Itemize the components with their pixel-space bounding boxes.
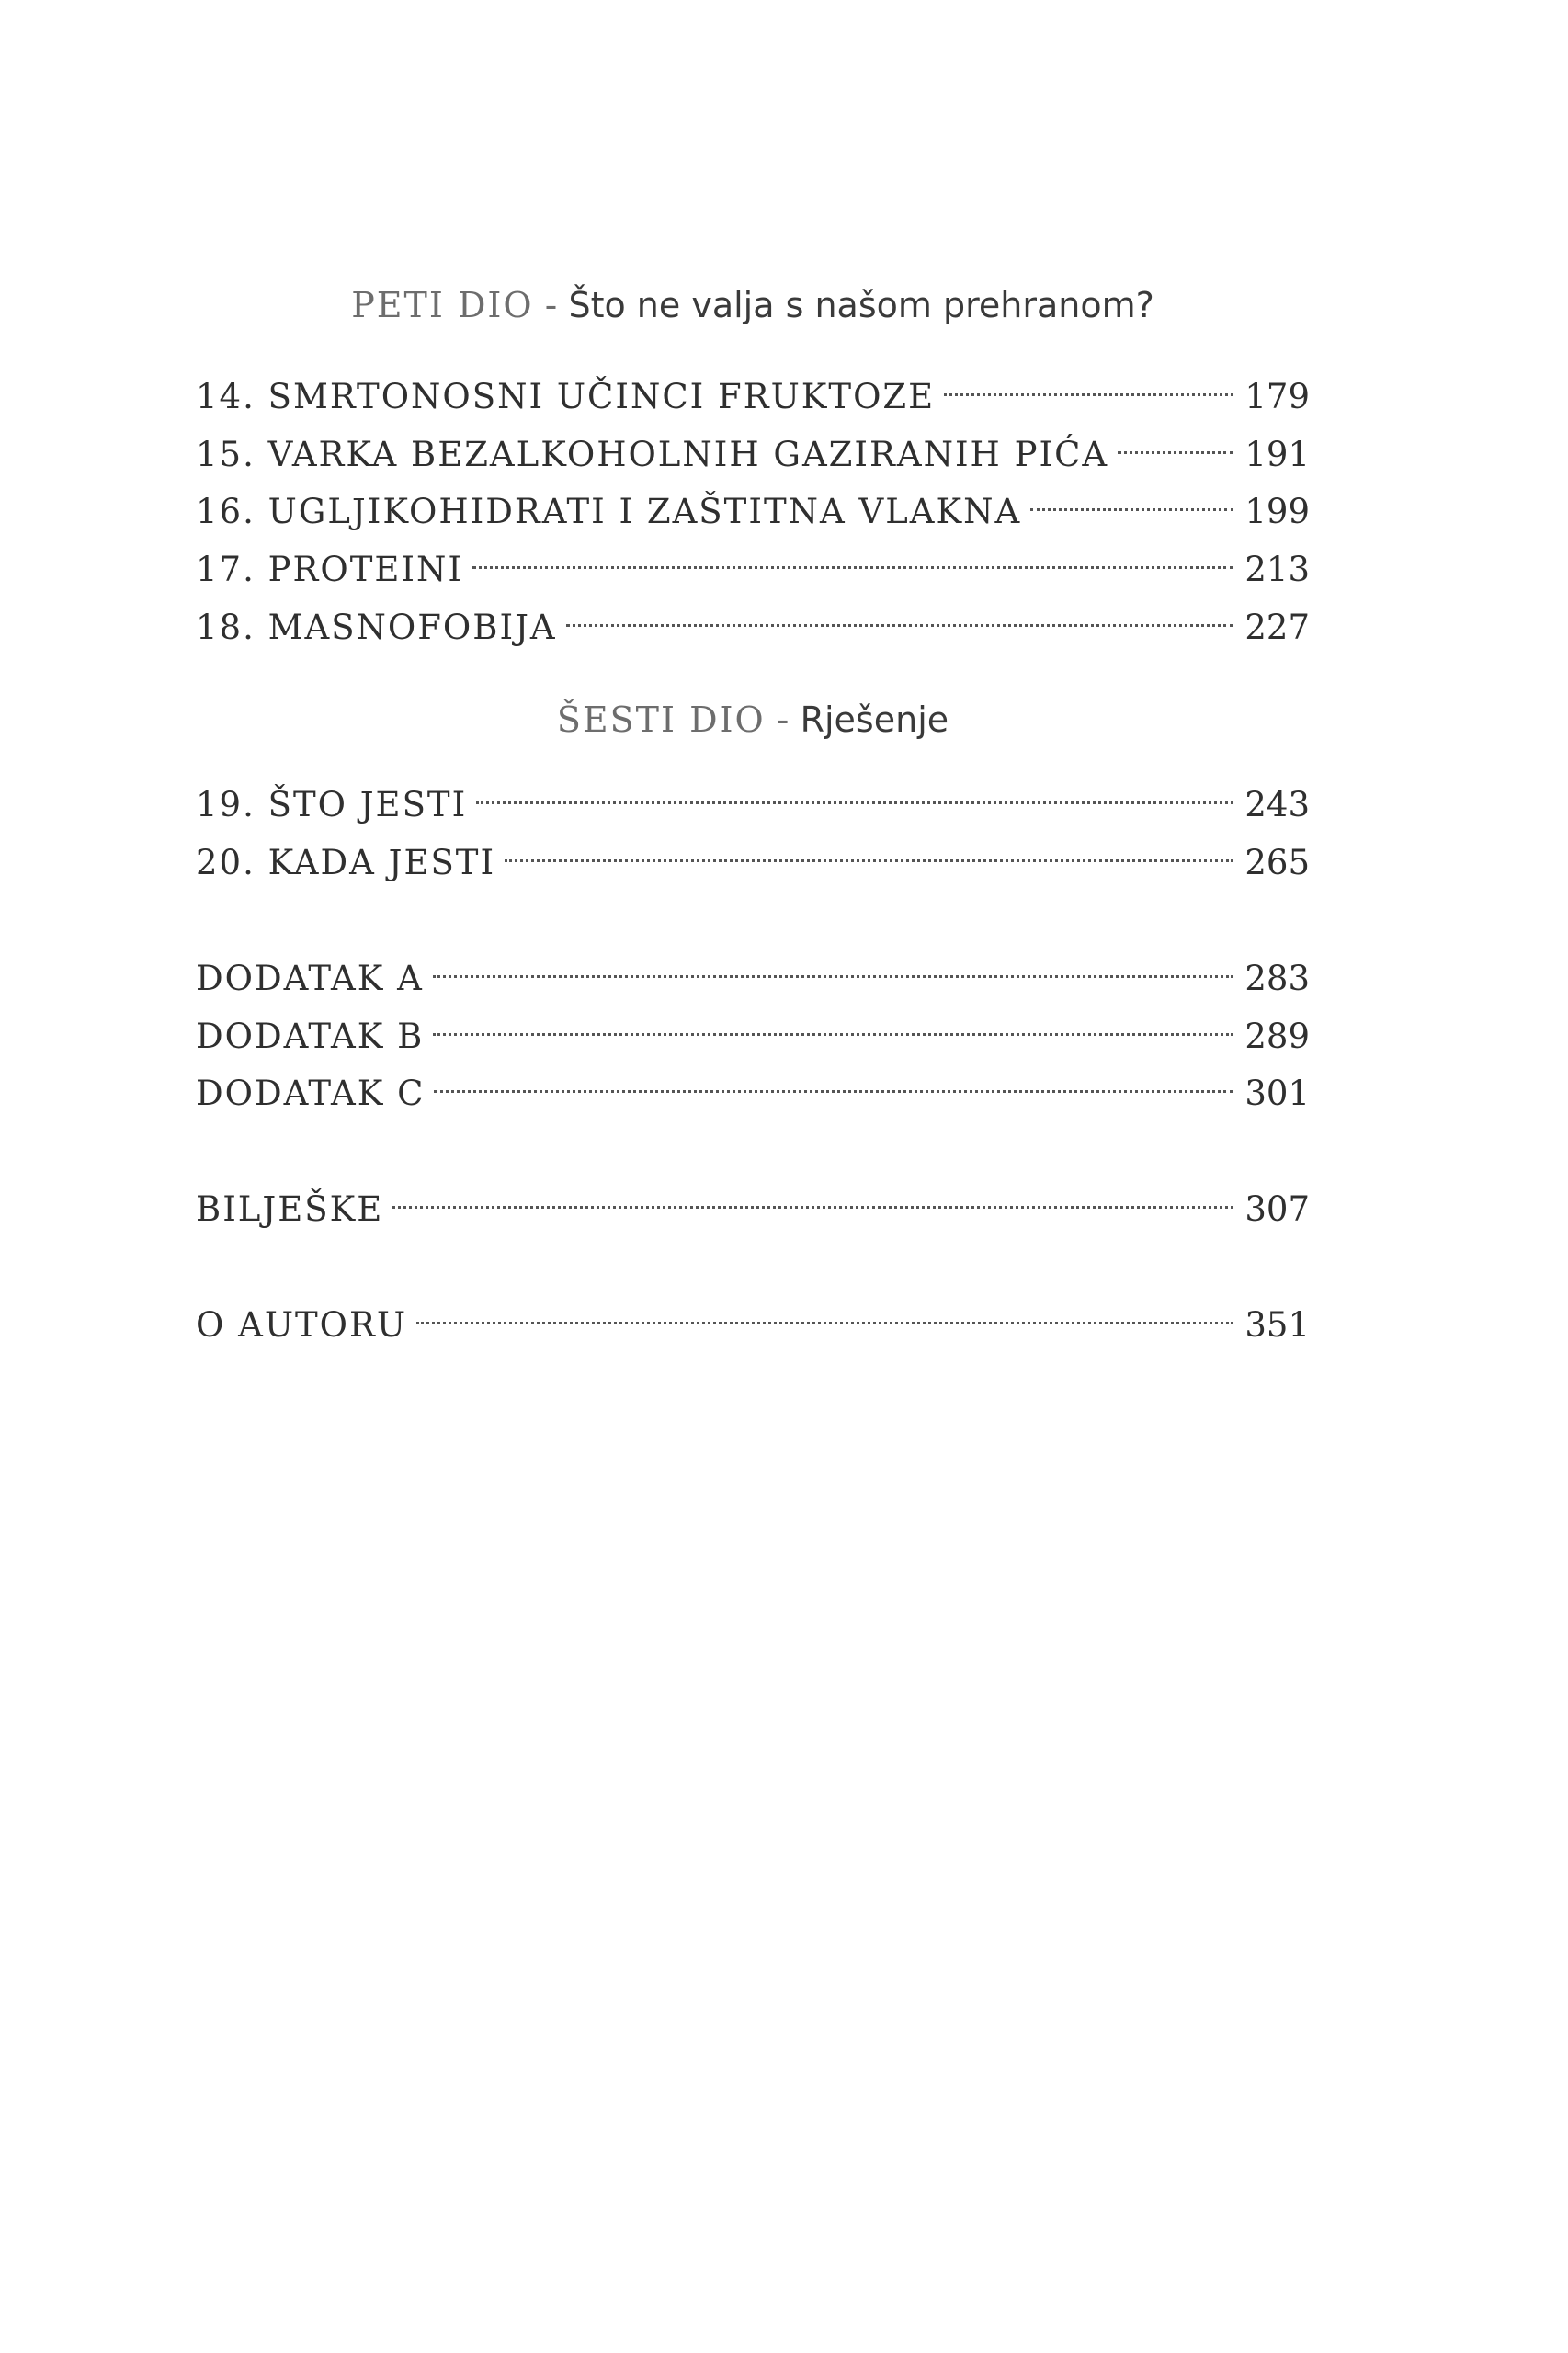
toc-entry-page-number: 301 (1244, 1074, 1310, 1113)
part-label: ŠESTI DIO (556, 699, 766, 740)
dot-leader (433, 1002, 1233, 1048)
part-heading-sesti-dio (196, 697, 1310, 743)
toc-entry-chapter-16[interactable] (196, 477, 1310, 531)
toc-entry-page-number: 213 (1244, 550, 1310, 589)
toc-entry-page-number: 227 (1244, 608, 1310, 647)
toc-entry-chapter-18[interactable] (196, 593, 1310, 647)
toc-entry-title: 18. MASNOFOBIJA (196, 608, 557, 647)
toc-entry-page-number: 351 (1244, 1305, 1310, 1345)
toc-entry-title: DODATAK C (196, 1074, 426, 1113)
dot-leader (1118, 420, 1233, 466)
toc-entry-title: 17. PROTEINI (196, 550, 463, 589)
toc-entry-dodatak-b[interactable] (196, 1002, 1310, 1056)
toc-entry-chapter-17[interactable] (196, 535, 1310, 589)
toc-entry-biljeske[interactable] (196, 1175, 1310, 1229)
part-separator: - (533, 285, 569, 325)
part-label: PETI DIO (351, 285, 534, 325)
toc-entry-page-number: 243 (1244, 785, 1310, 824)
dot-leader (434, 1059, 1233, 1105)
dot-leader (1030, 477, 1233, 523)
toc-entry-title: 16. UGLJIKOHIDRATI I ZAŠTITNA VLAKNA (196, 492, 1022, 531)
part-subtitle: Rješenje (800, 699, 949, 740)
toc-entry-o-autoru[interactable] (196, 1290, 1310, 1345)
toc-entry-page-number: 289 (1244, 1017, 1310, 1056)
dot-leader (472, 535, 1233, 581)
toc-entry-dodatak-a[interactable] (196, 944, 1310, 998)
toc-entry-title: DODATAK B (196, 1017, 425, 1056)
dot-leader (433, 944, 1234, 990)
toc-entry-page-number: 199 (1244, 492, 1310, 531)
part-subtitle: Što ne valja s našom prehranom? (568, 285, 1154, 325)
toc-entry-dodatak-c[interactable] (196, 1059, 1310, 1113)
dot-leader (505, 828, 1233, 874)
toc-entry-page-number: 307 (1244, 1189, 1310, 1229)
toc-entry-page-number: 265 (1244, 843, 1310, 882)
toc-entry-title: O AUTORU (196, 1305, 408, 1345)
toc-entry-title: 15. VARKA BEZALKOHOLNIH GAZIRANIH PIĆA (196, 435, 1109, 474)
part-heading-peti-dio (196, 282, 1310, 328)
toc-entry-chapter-20[interactable] (196, 828, 1310, 882)
toc-entry-title: BILJEŠKE (196, 1189, 384, 1229)
toc-entry-page-number: 191 (1244, 435, 1310, 474)
toc-entry-chapter-19[interactable] (196, 770, 1310, 824)
toc-entry-title: 14. SMRTONOSNI UČINCI FRUKTOZE (196, 377, 936, 416)
part-separator: - (765, 699, 801, 740)
toc-entry-chapter-14[interactable] (196, 362, 1310, 416)
toc-entry-page-number: 179 (1244, 377, 1310, 416)
dot-leader (944, 362, 1233, 408)
dot-leader (476, 770, 1233, 816)
toc-entry-title: DODATAK A (196, 959, 424, 998)
dot-leader (416, 1290, 1233, 1336)
dot-leader (392, 1175, 1233, 1221)
dot-leader (566, 593, 1234, 639)
toc-entry-title: 19. ŠTO JESTI (196, 785, 468, 824)
toc-entry-chapter-15[interactable] (196, 420, 1310, 474)
toc-entry-page-number: 283 (1244, 959, 1310, 998)
toc-entry-title: 20. KADA JESTI (196, 843, 496, 882)
